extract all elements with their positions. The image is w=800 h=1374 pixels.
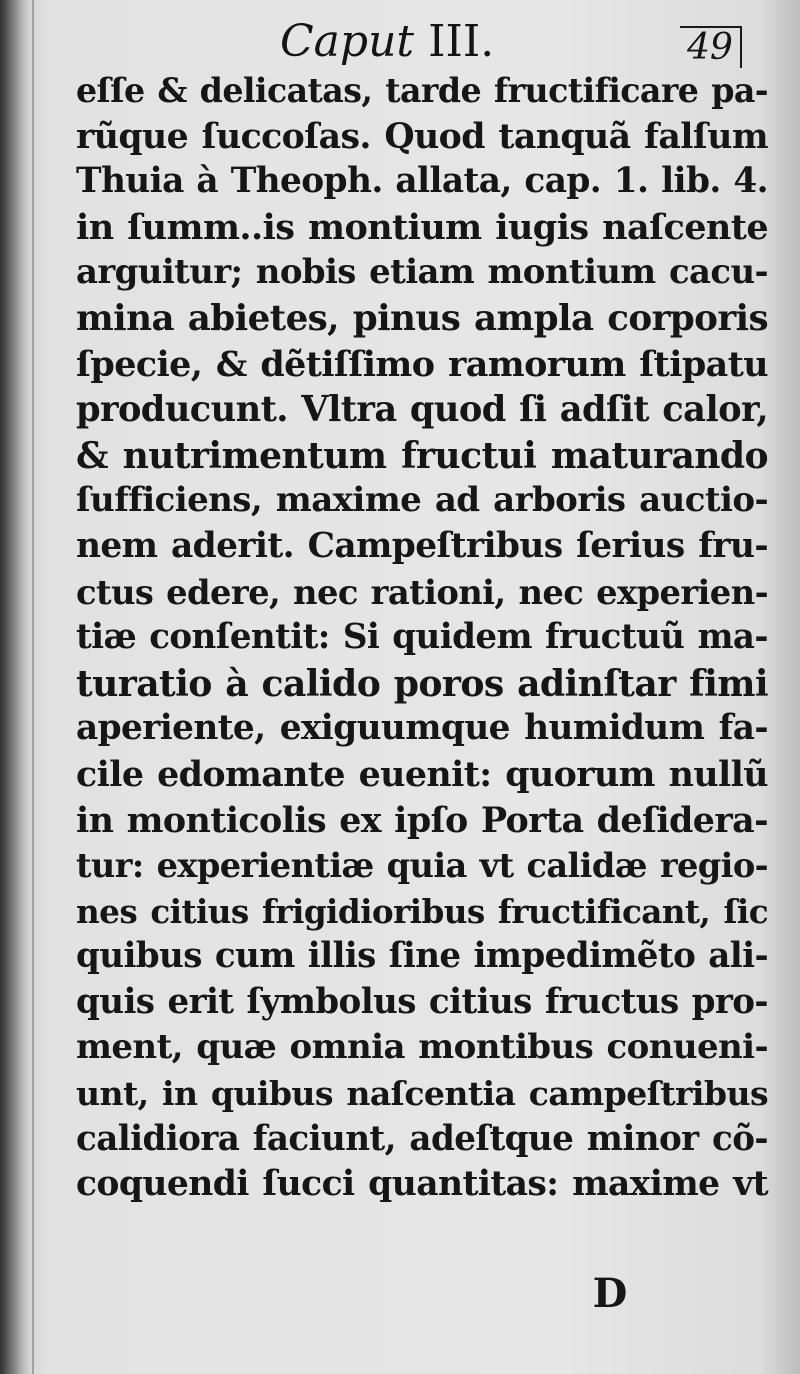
page-header — [0, 12, 800, 72]
spine-edge — [32, 0, 34, 1374]
signature-mark: D — [592, 1270, 628, 1317]
text-line: turatio à calido poros adinſtar fimi — [76, 661, 768, 705]
page-number: 49 — [680, 26, 742, 68]
text-line: aperiente, exiguumque humidum fa- — [76, 708, 768, 749]
text-line: nem aderit. Campeſtribus ſerius fru- — [76, 525, 768, 566]
gutter-shadow — [0, 0, 30, 1374]
text-line: coquendi ſucci quantitas: maxime vt — [76, 1164, 768, 1205]
text-line: rũque ſuccoſas. Quod tanquã falſum — [76, 115, 768, 157]
body-text — [76, 68, 768, 1208]
running-head-numeral: III. — [428, 16, 495, 67]
text-line: in ſumm..is montium iugis naſcente — [76, 206, 768, 248]
running-head-word: Caput — [280, 16, 415, 67]
text-line: ctus edere, nec rationi, nec experien- — [76, 571, 768, 612]
text-line: ſpecie, & dẽtiſſimo ramorum ſtipatu — [76, 343, 768, 385]
text-line: quis erit ſymbolus citius fructus pro- — [76, 981, 768, 1022]
text-line: in monticolis ex ipſo Porta deſidera- — [76, 799, 768, 841]
text-line: tur: experientiæ quia vt calidæ regio- — [76, 845, 768, 886]
text-line: producunt. Vltra quod ſi adſit calor, — [76, 389, 768, 431]
text-line: quibus cum illis ſine impedimẽto ali- — [76, 936, 768, 977]
text-line: eſſe & delicatas, tarde fructificare pa- — [76, 71, 768, 110]
text-line: & nutrimentum fructui maturando — [76, 433, 768, 477]
text-line: tiæ conſentit: Si quidem fructuũ ma- — [76, 617, 768, 658]
text-line: arguitur; nobis etiam montium cacu- — [76, 252, 768, 293]
text-line: nes citius frigidioribus fructificant, ſic — [76, 891, 768, 931]
text-line: calidiora faciunt, adeſtque minor cõ- — [76, 1118, 768, 1159]
text-line: mina abietes, pinus ampla corporis — [76, 296, 768, 339]
text-line: ſufficiens, maxime ad arboris auctio- — [76, 480, 768, 521]
text-line: Thuia à Theoph. allata, cap. 1. lib. 4. — [76, 161, 768, 202]
text-line: unt, in quibus naſcentia campeſtribus — [76, 1074, 768, 1114]
text-line: ment, quæ omnia montibus conueni- — [76, 1027, 768, 1068]
running-head — [280, 12, 494, 72]
text-line: cile edomante euenit: quorum nullũ — [76, 753, 768, 795]
